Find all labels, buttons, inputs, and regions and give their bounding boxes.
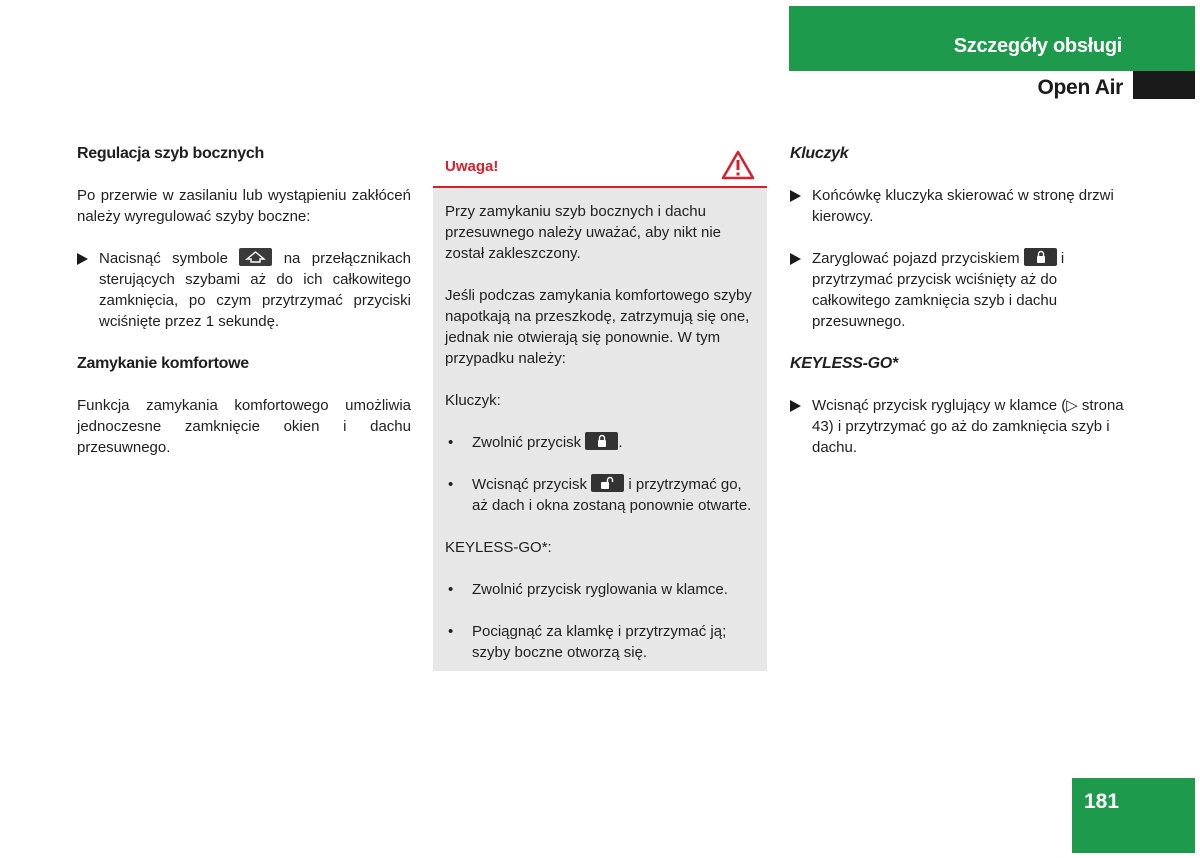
step-arrow-icon (790, 190, 801, 202)
warning-body (445, 201, 757, 663)
page-reference-arrow-icon: ▷ (1066, 397, 1078, 414)
warning-bullet-pull-handle: • Pociągnąć za klamkę i przytrzymać ją; szyby boczne otworzą się. (448, 623, 727, 661)
paragraph-comfort-closing: Funkcja zamykania komfortowego umożliwia jednoczesne zamknięcie okien i dachu przesuwnego. (77, 397, 411, 456)
paragraph-power-interruption: Po przerwie w zasilaniu lub wystąpieniu zakłóceń należy wyregulować szyby boczne: (77, 187, 411, 225)
left-column (77, 143, 411, 458)
warning-bullet-unlock: • Wcisnąć przycisk i przytrzymać go, aż dach i okna zostaną ponownie otwarte. (448, 476, 752, 514)
warning-keyless-label: KEYLESS-GO*: (445, 539, 552, 556)
warning-bullet-release-handle: • Zwolnić przycisk ryglowania w klamce. (448, 581, 728, 598)
heading-side-windows: Regulacja szyb bocznych (77, 145, 264, 162)
window-close-symbol-icon (239, 248, 272, 266)
section-header (789, 6, 1195, 71)
warning-paragraph-obstacle: Jeśli podczas zamykania komfortowego szyby napotkają na przeszkodę, zatrzymują się one, jednak nie otwierają się ponownie. W tym przypadku należy: (445, 287, 752, 367)
bullet-dot: • (448, 623, 454, 640)
lock-button-icon (1024, 248, 1057, 266)
warning-key-label: Kluczyk: (445, 392, 501, 409)
step-press-symbols: Nacisnąć symbole na przełącznikach sterujących szybami aż do ich całkowitego zamknięcia, po czym przytrzymać przyciski wciśnięte przez 1 sekundę. (77, 248, 411, 332)
chapter-tab-marker (1133, 71, 1195, 99)
section-title: Szczegóły obsługi (953, 35, 1122, 57)
bullet-dot: • (448, 581, 454, 598)
step-lock-vehicle: Zaryglować pojazd przyciskiem i przytrzymać przycisk wciśnięty aż do całkowitego zamknięcia szyb i dachu przesuwnego. (790, 248, 1126, 332)
step-arrow-icon (77, 253, 88, 265)
step-point-key: Końcówkę kluczyka skierować w stronę drzwi kierowcy. (790, 185, 1126, 227)
page-number: 181 (1084, 790, 1120, 813)
heading-key: Kluczyk (790, 145, 849, 162)
chapter-title: Open Air (1037, 76, 1123, 99)
lock-button-icon (585, 432, 618, 450)
warning-triangle-icon (721, 150, 755, 185)
warning-bullet-release-lock: • Zwolnić przycisk . (448, 434, 623, 451)
heading-keyless-go: KEYLESS-GO* (790, 355, 898, 372)
warning-title: Uwaga! (445, 158, 499, 175)
warning-header (433, 140, 767, 188)
bullet-dot: • (448, 434, 454, 451)
unlock-button-icon (591, 474, 624, 492)
step-press-handle-lock: Wcisnąć przycisk ryglujący w klamce (▷ strona 43) i przytrzymać go aż do zamknięcia szyb i dachu. (790, 395, 1126, 458)
warning-paragraph-pinch: Przy zamykaniu szyb bocznych i dachu przesuwnego należy uważać, aby nikt nie został zakleszczony. (445, 203, 721, 262)
bullet-dot: • (448, 476, 454, 493)
page-number-tab (1072, 778, 1195, 853)
heading-comfort-closing: Zamykanie komfortowe (77, 355, 249, 372)
step-arrow-icon (790, 400, 801, 412)
step-arrow-icon (790, 253, 801, 265)
right-column (790, 143, 1126, 458)
warning-box (433, 140, 767, 671)
